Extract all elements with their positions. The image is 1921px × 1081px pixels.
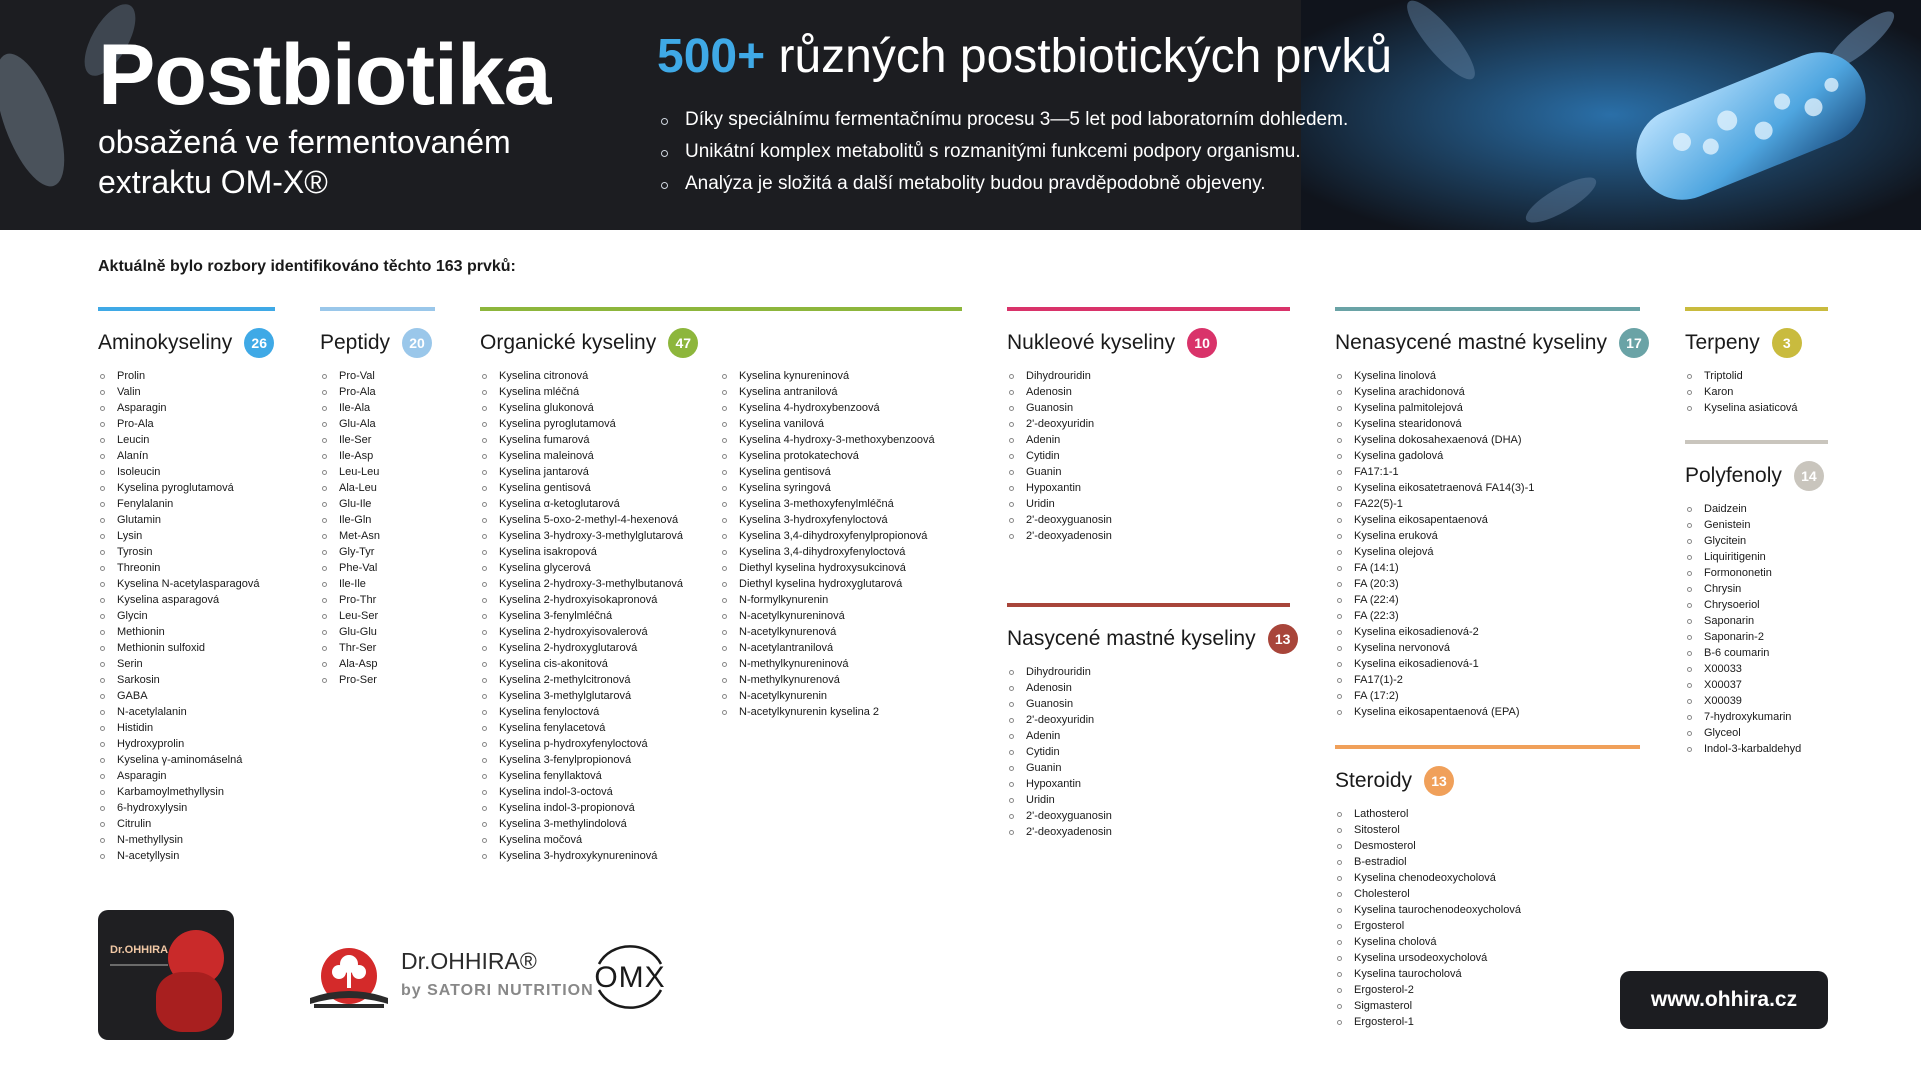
list-item: Ergosterol-2 [1335, 982, 1640, 998]
list-item: Kyselina fenylacetová [480, 720, 720, 736]
list-item: Kyselina indol-3-octová [480, 784, 720, 800]
list-item: Hypoxantin [1007, 776, 1290, 792]
list-item: N-methyllysin [98, 832, 275, 848]
list-item: FA (20:3) [1335, 576, 1640, 592]
list-item: Phe-Val [320, 560, 435, 576]
category-list [1685, 501, 1828, 757]
list-item: 2'-deoxyadenosin [1007, 824, 1290, 840]
product-decoration [156, 972, 222, 1032]
list-item: Kyselina jantarová [480, 464, 720, 480]
list-item: FA (22:4) [1335, 592, 1640, 608]
list-item: Diethyl kyselina hydroxyglutarová [720, 576, 960, 592]
category-count-badge: 3 [1772, 328, 1802, 358]
category-saturated [1007, 603, 1290, 840]
list-item: Kyselina N-acetylasparagová [98, 576, 275, 592]
list-item: Leu-Ser [320, 608, 435, 624]
list-item: Isoleucin [98, 464, 275, 480]
list-item: 2'-deoxyuridin [1007, 712, 1290, 728]
category-bar [1335, 745, 1640, 749]
list-item: Pro-Ala [320, 384, 435, 400]
list-item: Kyselina antranilová [720, 384, 960, 400]
list-item: Kyselina protokatechová [720, 448, 960, 464]
list-item: Kyselina citronová [480, 368, 720, 384]
list-item: Kyselina olejová [1335, 544, 1640, 560]
list-item: N-methylkynureninová [720, 656, 960, 672]
list-item: Kyselina palmitolejová [1335, 400, 1640, 416]
list-item: Kyselina linolová [1335, 368, 1640, 384]
category-organic [480, 307, 962, 864]
list-item: Kyselina chenodeoxycholová [1335, 870, 1640, 886]
category-count-badge: 26 [244, 328, 274, 358]
category-bar [1335, 307, 1640, 311]
list-item: Kyselina fenyloctová [480, 704, 720, 720]
list-item: Kyselina močová [480, 832, 720, 848]
list-item: Kyselina 5-oxo-2-methyl-4-hexenová [480, 512, 720, 528]
category-title: Aminokyseliny [98, 331, 233, 354]
category-count-badge: 13 [1268, 624, 1298, 654]
list-item: Kyselina γ-aminomáselná [98, 752, 275, 768]
list-item: Glu-Ile [320, 496, 435, 512]
page-subtitle: obsažená ve fermentovaném extraktu OM-X® [98, 124, 511, 200]
list-item: FA22(5)-1 [1335, 496, 1640, 512]
list-item: Kyselina vanilová [720, 416, 960, 432]
list-item: Thr-Ser [320, 640, 435, 656]
list-item: Genistein [1685, 517, 1828, 533]
list-item: Citrulin [98, 816, 275, 832]
list-item: Glycitein [1685, 533, 1828, 549]
list-item: Kyselina gentisová [720, 464, 960, 480]
list-item: Glu-Ala [320, 416, 435, 432]
list-item: Kyselina syringová [720, 480, 960, 496]
list-item: Valin [98, 384, 275, 400]
list-item: Ile-Ala [320, 400, 435, 416]
list-item: Methionin sulfoxid [98, 640, 275, 656]
category-title: Nenasycené mastné kyseliny [1335, 331, 1607, 354]
list-item: Serin [98, 656, 275, 672]
list-item: Kyselina p-hydroxyfenyloctová [480, 736, 720, 752]
category-bar [320, 307, 435, 311]
headline [657, 30, 1393, 83]
list-item: Gly-Tyr [320, 544, 435, 560]
list-item: Formononetin [1685, 565, 1828, 581]
list-item: Pro-Ala [98, 416, 275, 432]
category-peptidy [320, 307, 435, 688]
category-unsaturated [1335, 307, 1640, 720]
list-item: Ergosterol-1 [1335, 1014, 1640, 1030]
category-list [1007, 368, 1290, 544]
category-list [320, 368, 435, 688]
list-item: Lathosterol [1335, 806, 1640, 822]
list-item: Kyselina eruková [1335, 528, 1640, 544]
category-title: Nukleové kyseliny [1007, 331, 1176, 354]
list-item: N-formylkynurenin [720, 592, 960, 608]
list-item: Alanín [98, 448, 275, 464]
list-item: Pro-Thr [320, 592, 435, 608]
category-title: Steroidy [1335, 769, 1413, 792]
list-item: Kyselina cholová [1335, 934, 1640, 950]
header-bullets [657, 104, 1417, 200]
list-item: Adenosin [1007, 680, 1290, 696]
list-item: N-acetylkynureninová [720, 608, 960, 624]
category-list [98, 368, 275, 864]
category-title: Polyfenoly [1685, 464, 1782, 487]
list-item: Glutamin [98, 512, 275, 528]
list-item: Kyselina indol-3-propionová [480, 800, 720, 816]
category-count-badge: 10 [1187, 328, 1217, 358]
list-item: Dihydrouridin [1007, 368, 1290, 384]
list-item: B-6 coumarin [1685, 645, 1828, 661]
list-item: Kyselina eikosatetraenová FA14(3)-1 [1335, 480, 1640, 496]
list-item: Kyselina α-ketoglutarová [480, 496, 720, 512]
category-count-badge: 13 [1424, 766, 1454, 796]
list-item: Karbamoylmethyllysin [98, 784, 275, 800]
list-item: Dihydrouridin [1007, 664, 1290, 680]
category-title: Terpeny [1685, 331, 1760, 354]
category-list [1335, 806, 1640, 1030]
header-banner [0, 0, 1921, 230]
list-item: Kyselina cis-akonitová [480, 656, 720, 672]
list-item: Kyselina 2-hydroxyglutarová [480, 640, 720, 656]
product-decoration [110, 964, 168, 966]
list-item: Diethyl kyselina hydroxysukcinová [720, 560, 960, 576]
list-item: Kyselina taurocholová [1335, 966, 1640, 982]
list-item: Leu-Leu [320, 464, 435, 480]
list-item: Adenin [1007, 728, 1290, 744]
list-item: Leucin [98, 432, 275, 448]
category-list [1335, 368, 1640, 720]
list-item: B-estradiol [1335, 854, 1640, 870]
list-item: 2'-deoxyguanosin [1007, 808, 1290, 824]
list-item: Kyselina eikosapentaenová (EPA) [1335, 704, 1640, 720]
list-item: Kyselina eikosadienová-1 [1335, 656, 1640, 672]
list-item: Methionin [98, 624, 275, 640]
list-item: Kyselina fenyllaktová [480, 768, 720, 784]
list-item: FA (17:2) [1335, 688, 1640, 704]
list-item: Liquiritigenin [1685, 549, 1828, 565]
list-item: Adenin [1007, 432, 1290, 448]
list-item: Karon [1685, 384, 1828, 400]
category-list [1007, 664, 1290, 840]
category-terpeny [1685, 307, 1828, 416]
list-item: Glycin [98, 608, 275, 624]
list-item: Kyselina 2-methylcitronová [480, 672, 720, 688]
list-item: Kyselina 2-hydroxy-3-methylbutanová [480, 576, 720, 592]
list-item: Kyselina 3-fenylpropionová [480, 752, 720, 768]
category-count-badge: 47 [668, 328, 698, 358]
list-item: Sarkosin [98, 672, 275, 688]
list-item: Kyselina glycerová [480, 560, 720, 576]
list-item: Kyselina glukonová [480, 400, 720, 416]
list-item: Kyselina 3-methylglutarová [480, 688, 720, 704]
list-item: Asparagin [98, 400, 275, 416]
list-item: Kyselina eikosadienová-2 [1335, 624, 1640, 640]
list-item: N-acetylalanin [98, 704, 275, 720]
header-bullet: Unikátní komplex metabolitů s rozmanitými funkcemi podpory organismu. [657, 136, 1417, 168]
list-item: N-acetylkynurenin kyselina 2 [720, 704, 960, 720]
list-item: FA17(1)-2 [1335, 672, 1640, 688]
list-item: X00037 [1685, 677, 1828, 693]
headline-accent: 500+ [657, 30, 766, 83]
list-item: N-methylkynurenová [720, 672, 960, 688]
list-item: Kyselina ursodeoxycholová [1335, 950, 1640, 966]
list-item: Kyselina pyroglutamová [98, 480, 275, 496]
intro-text: Aktuálně bylo rozbory identifikováno těchto 163 prvků: [98, 258, 516, 275]
list-item: Fenylalanin [98, 496, 275, 512]
list-item: Kyselina 3-methylindolová [480, 816, 720, 832]
category-count-badge: 14 [1794, 461, 1824, 491]
list-item: Kyselina 2-hydroxyisokapronová [480, 592, 720, 608]
list-item: Kyselina pyroglutamová [480, 416, 720, 432]
list-item: 2'-deoxyuridin [1007, 416, 1290, 432]
list-item: 2'-deoxyadenosin [1007, 528, 1290, 544]
list-item: Sigmasterol [1335, 998, 1640, 1014]
list-item: Glyceol [1685, 725, 1828, 741]
list-item: Sitosterol [1335, 822, 1640, 838]
list-item: Kyselina 4-hydroxybenzoová [720, 400, 960, 416]
list-item: Ergosterol [1335, 918, 1640, 934]
list-item: Ile-Gln [320, 512, 435, 528]
header-bullet: Analýza je složitá a další metabolity budou pravděpodobně objeveny. [657, 168, 1417, 200]
list-item: Chrysin [1685, 581, 1828, 597]
category-title: Peptidy [320, 331, 391, 354]
list-item: X00033 [1685, 661, 1828, 677]
page-title: Postbiotika [98, 27, 551, 123]
list-item: Ile-Asp [320, 448, 435, 464]
list-item: Ala-Leu [320, 480, 435, 496]
list-item: Cholesterol [1335, 886, 1640, 902]
dr-ohhira-logo [306, 942, 594, 1012]
header-bullet: Díky speciálnímu fermentačnímu procesu 3—5 let pod laboratorním dohledem. [657, 104, 1417, 136]
list-item: Prolin [98, 368, 275, 384]
website-link-button[interactable]: www.ohhira.cz [1620, 971, 1828, 1029]
omx-logo [589, 940, 671, 1014]
list-item: Kyselina gadolová [1335, 448, 1640, 464]
list-item: Guanosin [1007, 696, 1290, 712]
list-item: Kyselina 3-hydroxyfenyloctová [720, 512, 960, 528]
list-item: Met-Asn [320, 528, 435, 544]
list-item: X00039 [1685, 693, 1828, 709]
list-item: Saponarin-2 [1685, 629, 1828, 645]
category-title: Organické kyseliny [480, 331, 657, 354]
list-item: Threonin [98, 560, 275, 576]
list-item: Cytidin [1007, 448, 1290, 464]
category-nucleo [1007, 307, 1290, 544]
list-item: Indol-3-karbaldehyd [1685, 741, 1828, 757]
category-bar [1685, 440, 1828, 444]
list-item: Tyrosin [98, 544, 275, 560]
list-item: N-acetylantranilová [720, 640, 960, 656]
list-item: Kyselina nervonová [1335, 640, 1640, 656]
list-item: Triptolid [1685, 368, 1828, 384]
list-item: Glu-Glu [320, 624, 435, 640]
list-item: Kyselina 3,4-dihydroxyfenyloctová [720, 544, 960, 560]
list-item: Kyselina isakropová [480, 544, 720, 560]
list-item: Kyselina 2-hydroxyisovalerová [480, 624, 720, 640]
list-item: Hypoxantin [1007, 480, 1290, 496]
list-item: Adenosin [1007, 384, 1290, 400]
list-item: Kyselina stearidonová [1335, 416, 1640, 432]
list-item: Lysin [98, 528, 275, 544]
list-item: Cytidin [1007, 744, 1290, 760]
list-item: FA (22:3) [1335, 608, 1640, 624]
list-item: Kyselina maleinová [480, 448, 720, 464]
list-item: Kyselina 3-methoxyfenylmléčná [720, 496, 960, 512]
category-steroidy [1335, 745, 1640, 1030]
brand-subtitle: by SATORI NUTRITION [401, 982, 594, 999]
list-item: Uridin [1007, 792, 1290, 808]
list-item: 6-hydroxylysin [98, 800, 275, 816]
category-list-col1 [480, 368, 720, 864]
list-item: Ile-Ser [320, 432, 435, 448]
list-item: N-acetylkynurenin [720, 688, 960, 704]
list-item: Guanosin [1007, 400, 1290, 416]
list-item: N-acetylkynurenová [720, 624, 960, 640]
list-item: Kyselina 3,4-dihydroxyfenylpropionová [720, 528, 960, 544]
category-bar [480, 307, 962, 311]
list-item: Hydroxyprolin [98, 736, 275, 752]
category-count-badge: 20 [402, 328, 432, 358]
list-item: Kyselina mléčná [480, 384, 720, 400]
category-polyfenoly [1685, 440, 1828, 757]
category-bar [1007, 603, 1290, 607]
list-item: Kyselina asiaticová [1685, 400, 1828, 416]
list-item: FA (14:1) [1335, 560, 1640, 576]
product-package-image [98, 910, 234, 1040]
omx-text: OMX [594, 961, 666, 994]
list-item: Asparagin [98, 768, 275, 784]
list-item: Kyselina 3-hydroxy-3-methylglutarová [480, 528, 720, 544]
category-bar [98, 307, 275, 311]
brand-name: Dr.OHHIRA® [401, 948, 537, 974]
list-item: N-acetyllysin [98, 848, 275, 864]
category-title: Nasycené mastné kyseliny [1007, 627, 1256, 650]
headline-text: různých postbiotických prvků [765, 30, 1393, 83]
list-item: Guanin [1007, 464, 1290, 480]
list-item: Kyselina kynureninová [720, 368, 960, 384]
list-item: Kyselina gentisová [480, 480, 720, 496]
list-item: Kyselina eikosapentaenová [1335, 512, 1640, 528]
list-item: 2'-deoxyguanosin [1007, 512, 1290, 528]
category-amino [98, 307, 275, 864]
list-item: Kyselina 3-fenylmléčná [480, 608, 720, 624]
list-item: Uridin [1007, 496, 1290, 512]
list-item: FA17:1-1 [1335, 464, 1640, 480]
category-count-badge: 17 [1619, 328, 1649, 358]
list-item: Kyselina fumarová [480, 432, 720, 448]
list-item: Kyselina taurochenodeoxycholová [1335, 902, 1640, 918]
list-item: Kyselina dokosahexaenová (DHA) [1335, 432, 1640, 448]
category-list [1685, 368, 1828, 416]
list-item: Daidzein [1685, 501, 1828, 517]
list-item: Pro-Ser [320, 672, 435, 688]
list-item: Kyselina 4-hydroxy-3-methoxybenzoová [720, 432, 960, 448]
list-item: Kyselina 3-hydroxykynureninová [480, 848, 720, 864]
sun-tree-emblem-icon [306, 942, 392, 1012]
list-item: Ala-Asp [320, 656, 435, 672]
list-item: Chrysoeriol [1685, 597, 1828, 613]
list-item: Guanin [1007, 760, 1290, 776]
product-label: Dr.OHHIRA [110, 944, 169, 956]
list-item: Ile-Ile [320, 576, 435, 592]
list-item: GABA [98, 688, 275, 704]
list-item: Histidin [98, 720, 275, 736]
category-bar [1007, 307, 1290, 311]
category-bar [1685, 307, 1828, 311]
category-list-col2 [720, 368, 960, 864]
list-item: Saponarin [1685, 613, 1828, 629]
list-item: 7-hydroxykumarin [1685, 709, 1828, 725]
list-item: Kyselina arachidonová [1335, 384, 1640, 400]
list-item: Kyselina asparagová [98, 592, 275, 608]
list-item: Pro-Val [320, 368, 435, 384]
list-item: Desmosterol [1335, 838, 1640, 854]
